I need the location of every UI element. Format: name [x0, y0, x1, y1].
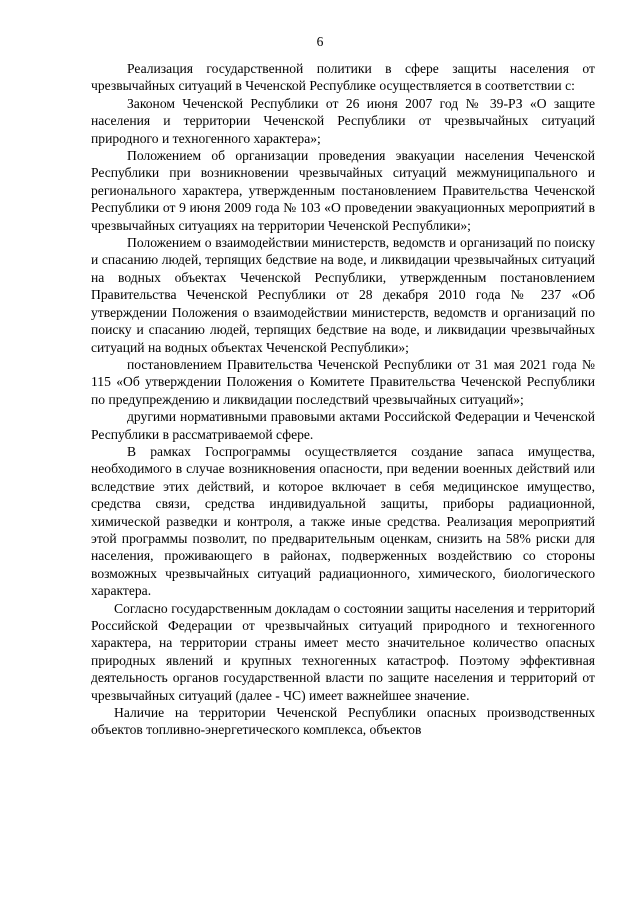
paragraph-water-rescue-regulation: Положением о взаимодействии министерств, ведомств и организаций по поиску и спасанию людей, терпящих бедствие на воде, и ликвидации чрезвычайных ситуаций на водных объектах Чеченской Республики, утвержденным постановлением Правительства Чеченской Республики от 28 декабря 2010 года № 237 «Об утверждении Положения о взаимодействии министерств, ведомств и организаций по поиску и спасанию людей, терпящих бедствие на воде, и ликвидации чрезвычайных ситуаций на водных объектах Чеченской Республики»;: [91, 235, 595, 355]
paragraph-law-39: Законом Чеченской Республики от 26 июня 2007 год № 39-РЗ «О защите населения и территории Чеченской Республики от чрезвычайных ситуаций природного и техногенного характера»;: [91, 95, 595, 146]
paragraph-other-acts: другими нормативными правовыми актами Российской Федерации и Чеченской Республики в рассматриваемой сфере.: [91, 409, 595, 442]
paragraph-state-program: В рамках Госпрограммы осуществляется создание запаса имущества, необходимого в случае возникновения опасности, при ведении военных действий или вследствие этих действий, и которое включает в себя медицинское имущество, средства связи, средства индивидуальной защиты, приборы радиационной, химической разведки и контроля, а также иные средства. Реализация мероприятий этой программы позволит, по предварительным оценкам, снизить на 58% риски для населения, проживающего в районах, подверженных воздействию со стороны возможных чрезвычайных ситуаций радиационного, химического, биологического характера.: [91, 443, 595, 599]
page-number: 6: [316, 34, 324, 49]
document-body: [91, 60, 595, 739]
paragraph-evacuation-regulation: Положением об организации проведения эвакуации населения Чеченской Республики при возникновении чрезвычайных ситуаций межмуниципального и регионального характера, утвержденным постановлением Правительства Чеченской Республики от 9 июня 2009 года № 103 «О проведении эвакуационных мероприятий в чрезвычайных ситуациях на территории Чеченской Республики»;: [91, 148, 595, 233]
paragraph-state-reports: Согласно государственным докладам о состоянии защиты населения и территорий Российской Федерации от чрезвычайных ситуаций природного и техногенного характера, на территории страны имеет место значительное количество опасных природных явлений и крупных техногенных катастроф. Поэтому эффективная деятельность органов государственной власти по защите населения и территорий от чрезвычайных ситуаций (далее - ЧС) имеет важнейшее значение.: [91, 600, 595, 703]
paragraph-intro: Реализация государственной политики в сфере защиты населения от чрезвычайных ситуаций в Чеченской Республике осуществляется в соответствии с:: [91, 61, 595, 94]
paragraph-hazardous-objects: Наличие на территории Чеченской Республики опасных производственных объектов топливно-энергетического комплекса, объектов: [91, 705, 595, 738]
paragraph-decree-115: постановлением Правительства Чеченской Республики от 31 мая 2021 года № 115 «Об утверждении Положения о Комитете Правительства Чеченской Республики по предупреждению и ликвидации последствий чрезвычайных ситуаций»;: [91, 356, 595, 407]
